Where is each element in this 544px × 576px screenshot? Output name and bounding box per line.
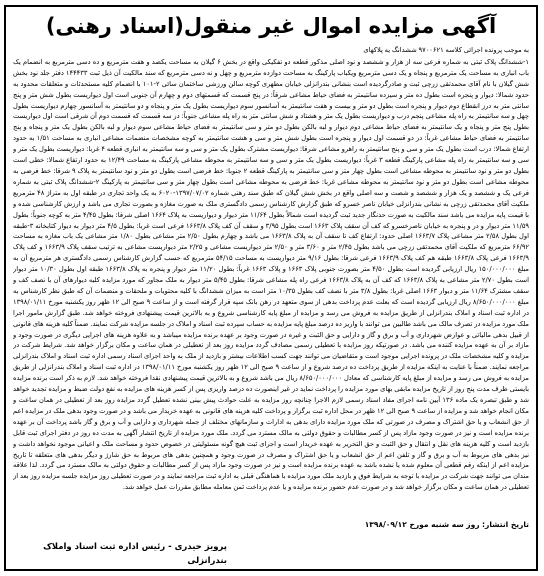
notice-title: آگهی مزایده اموال غیر منقول(اسناد رهنی) [45,14,497,38]
signature-line: پرویز حیدری - رئیس اداره ثبت اسناد واملاک بندرانزلی [43,542,227,566]
notice-body-text: ۱-ششدانگ پلاک ثبتی به شماره فرعی سه از هزار و ششصد و نود اصلی مذکور قطعه دو تفکیکی واقع در بخش ۶ گیلان به مساحت یکصد و هفت مترمربع و ده دسی مترمربع به انضمام یک باب انباری به مساحت یک مترمربع و پنجاه و یک دسی مترمربع ویکباب پارکینگ به مساحت دوازده مترمربع و چهل و نه دسی مترمربع که سند مالکیت آن ذیل ثبت ۱۴۴۴۳۳ دفتر جلد نود بخش شش گیلان با نام آقای محمدتقی زرچی ثبت و صادرگردیده است بنشانی بندرانزلی خیابان مطهری کوچه سالن ورزشی ساختمان سائی ۲-۱۰۱ با انضمام کلیه مستحدثات و متعلقات محدود به حدود شمالا: دیوار و پنجره است بطول ده متر و سیزده سانتیمتر به فضای حیاط مشاعی شرقاً: در پنج قسمت که قسمتهای دوم و چهارم آن جنوبی است اول دیواریست بطول شش متر و پنج سانتی متر به درز انقطاع دوم دیوار و پنجره است بطول دو متر و بیست و هفت سانتیمتر به آسانسور سوم دیواریست بطول یک متر و پنجاه و دو سانتیمتر به آسانسور چهارم دیواریست بطول چهل و سه سانتیمتر به راه پله مشاعی پنجم درب و دیواریست بطول یک متر و هشتاد و شش سانتی متر به راه پله مشاعی جنوباً: در سه قسمت که قسمت دوم آن شرقی است اول دیواریست بطول پنج متر و پنجاه و یک سانتیمتر به فضای حیاط مشاعی دوم دیوار و لبه بالکن بطول دو متر و سی سانتیمتر به فضای حیاط مشاعی سوم دیوار و لبه بالکن بطول یک متر و پنجاه و پنج سانتیمتر به فضای حیاط مشاعی غرباً: در دو قسمت اول دیوار و پنجره است بطول شش متر و سی و هشت سانتیمتر به کوچه مشخصات منضمات مشاعی انباری به مساحت ۱/۵۱ به حدود ارتفاع شمالا: درب است بطول یک متر و سی و پنج سانتیمتر به راهرو مشاعی شرقا: دیواریست مشترک بطول یک متر و سی و سه سانتیمتر به انباری قطعه ۴ غربا: دیواریست بطول یک متر و سی و سه سانتیمتر به راه پله مشاعی پارکینگ قطعه ۳ غرباً: دیواریست بطول یک متر و سی و سه سانتیمتر به محوطه مشاعی پارکینگ به مساحت ۱۲/۴۹ به حدود ارتفاع شمالا: خطی است بطول دو متر و نود سانتیمتر به محوطه مشاعی است بطول چهار متر و سی سانتیمتر به پارکینگ قطعه ۲ جنوبا: خط فرضی است بطول دو متر و نود سانتیمتر به پلاک ۹ شرقا: خط فرضی به محوطه مشاعی است بطول دو متر و نود سانتیمتر به محوطه مشاعی غربا: خط فرضی به محوطه مشاعی است بطول چهار متر و سی سانتیمتر به پارکینگ ۲-ششدانگ پلاک ثبتی به شماره فرعی یک و ششصد و یک هزار و ششصد و شصت و سه اصلی واقع در بخش شش گیلان که طبق سند رهنی شماره ۱۳۹۷/۰۷/۰۲-۶۰۲۰ به یک واحد تجاری در طبقه اول به متراژ ۴۸ مترمربع ملکیت آقای محمدتقی زرچی به نشانی بندرانزلی خیابان ناصر خسرو که طبق گزارش کارشناس رسمی دادگستری ملک به صورت مغازه و بصورت تجاری می باشد و ارزش کارشناسی شده و با قیمت پایه مزایده می باشد سند مالکیت به صورت حدنگار جدید ثبت گردیده است شمالاً بطول ۱۱/۶۴ متر دیوار و دیواریست به پلاک ۱۶۶۴ اصلی شرقا: بطول ۴/۴۵ متر به کوچه جنوباً: بطول ۱۱/۵۹ متر دیوار و در و پنجره به خیابان ناصرخسرو که کف آن سقف پلاک ۱۶۶۳ است بطول ۳/۹۵ و سقف آن کف پلاک ۱۶۶۳/۸ فرعی است غربا: بطول ۴/۵ متر دیوار به دیوار کتابخانه ۳-طبقه اول بطول ۲/۵۸ متر مشاعی پلاک ۱۶۶۳/۷ اصلی حدود: ارتفاع کف تا سقف آن به پلاک ۱۶۶۳/۸ می باشد و چهارم بطول ۲/۵۰ متر مشاعی بطول ۱/۸۰ متر مشاعی یک باب مغازه به مساحت ۶۶/۹۲ مترمربع که ملکیت آقای محمدتقی زرچی می باشد بطول ۲/۴۵ متر و ۳/۶۰ متر و ۲/۵۰ متر دیواریست مشاعی و ۲/۲۵ متر دیواریست مشاعی به ترتیب سقف پلاک ۱۶۶۳/۹ و کف پلاک ۱۶۶۳/۹ فرعی پلاک ۱۶۶۳/۸ طبقه هم کف پلاک ۱۶۶۳/۹ فرعی شرقا: بطول ۹/۱۶ متر دیواریست به مساحت ۵۴/۱۵ مترمربع که حسب گزارش کارشناس رسمی دادگستری هر مترمربع آن به مبلغ ۱۵۰/۰۰۰/۰۰۰ ریال ارزیابی گردیده است بطول ۴/۵۰ متر بصورت جنوبی پلاک ۱۶۶۳ و پلاک ۱۶۶۳ غرباً: بطول ۱۱/۲۰ متر دیوار و پنجره به پلاک ۱۶۶۳/۸ طبقه اول بطول ۱۰/۳۰ متر دیوار است بطول ۲/۷۰ متر مشاعی به پلاک ۱۶۶۳/۸ که کف آن به پلاک ۱۶۶۳/۸ فرعی راه پله مشاعی شرقا: بطول ۵/۴۵ متر دیوار به ملک مجاور که مورد مزایده کلیه دیوارهای آن با نصف کف و سقف مشترک ۱۱/۶۴ متر و دیوار ۱۶۶۳ اصلی غربا: بطول ۳/۸ متر با نصف کف بطول ۱۰/۳۵ متر است به میزان ششدانگ با کلیه محتویات و ملحقات و منضمات آن که طبق نظر کارشناس به مبلغ ۸/۶۵۰/۰۰۰/۰۰۰ ریال ارزیابی گردیده است که بعلت عدم پرداخت بدهی از سوی متعهد در رهن بانک سپه قرار گرفته است و از ساعت ۹ صبح الی ۱۲ ظهر روز یکشنبه مورخ ۱۳۹۸/۰۱/۱۱ در اداره ثبت اسناد و املاک بندرانزلی از طریق مزایده به فروش می رسد و مزایده از مبلغ پایه کارشناسی شروع و به بالاترین قیمت پیشنهادی فروخته خواهد شد. طبق گزارش مامور اجرا ملک مورد مزایده در تصرف مالک می باشد طالبین می توانند با واریز ده درصد مبلغ پایه مزایده به حساب سپرده ثبت اسناد و املاک در جلسه مزایده شرکت نمایند. ضمناً کلیه هزینه های قانونی از قبیل بدهی مالیاتی و عوارض شهرداری و آب و برق و گاز و دارایی و حق الثبت و غیره در صورت وجود بر عهده برنده مزایده میباشد و به علاوه هزینه های اجرایی دیگری در صورت وجود و مازاد بر آن به عهده مزایده کننده می باشد. در صورتیکه روز مزایده با تعطیلی رسمی مصادف گردد مزایده روز بعد از تعطیلی در همان ساعت و مکان برگزار خواهد شد. شرایط شرکت در مزایده و کلیه مشخصات ملک در پرونده اجرایی موجود است و متقاضیان می توانند جهت کسب اطلاعات بیشتر و بازدید از ملک به واحد اجرای اسناد رسمی اداره ثبت اسناد و املاک بندرانزلی مراجعه نمایند. ضمناً با عنایت به اینکه مزایده از طریق پرداخت ده درصد شروع و از ساعت ۹ صبح الی ۱۲ ظهر روز یکشنبه مورخ ۱۳۹۸/۰۱/۱۱ در اداره ثبت اسناد و املاک بندرانزلی از طریق مزایده به فروش می رسد و مزایده از مبلغ پایه کارشناسی که معادل ۸/۶۵۰/۰۰۰/۰۰۰ ریال می باشد شروع و به بالاترین قیمت پیشنهادی نقدا فروخته خواهد شد. لازم به ذکر است برنده مزایده بایستی ظرف مدت پنج روز از تاریخ مزایده مابقی بهای مورد مزایده را پرداخت نماید در غیر اینصورت ده درصد واریزی پس از کسر هزینه های مزایده به نفع دولت ضبط و مزایده تجدید خواهد شد و طبق تبصره یک ماده ۱۳۶ آیین نامه اجرای مفاد اسناد رسمی لازم الاجرا چنانچه روز مزایده به علت حوادث پیش بینی نشده تعطیل گردد مزایده روز بعد از تعطیلی در همان ساعت و مکان انجام خواهد شد و مزایده از ساعت ۹ صبح الی ۱۲ ظهر در محل اداره ثبت برگزار و پرداخت کلیه هزینه های قانونی به عهده خریدار می باشد و در صورت وجود بدهی ملک در مزایده اعم از حق انشعاب و یا حق اشتراک و مصرف در صورتی که ملک مورد مزایده دارای بدهی به ادارات و سازمانهای مختلف از جمله شهرداری و دارایی و آب و برق و گاز باشد پرداخت آن بر عهده برنده مزایده است و نیز در صورت وجود مازاد پس از کسر مطالبات و حقوق دولتی به مالک مسترد می گردد. ملک مورد مزایده از تاریخ انتشار آگهی به مدت ده روز در دفتر اجرای ثبت قابل بازدید است و کلیه هزینه های نقل و انتقال و حق الثبت و حق التحریر به عهده خریدار است و اجرای ثبت هیچ گونه مسئولیتی در خصوص حدود و مساحت ملک و اعیانی موجود نخواهد داشت و نیز بدهی های مربوط به آب و برق و گاز و تلفن اعم از حق انشعاب و یا حق اشتراک و مصرف در صورت وجود و همچنین بدهی های مربوط به حق شارژ و دیگر بدهی های متعلقه تا تاریخ مزایده اعم از اینکه رقم قطعی آن معلوم شده یا نشده باشد به عهده برنده مزایده است و نیز در صورت وجود مازاد پس از کسر مطالبات و حقوق دولتی به مالک مسترد می گردد. لذا علاقه مندان می توانند جهت شرکت در مزایده با توجه به شرایط فوق و بازدید ملک مورد مزایده با هماهنگی قبلی به اداره ثبت مراجعه نمایند و در صورت تعطیلی روز مزایده جلسه مزایده روز بعد از تعطیلی در همان ساعت و مکان برگزار خواهد شد و در صورت عدم حضور برنده مزایده و یا عدم پرداخت ثمن معامله مطابق مقررات عمل خواهد شد. [13,57,529,492]
notice-intro: به موجب پرونده اجرائی کلاسه ۹۷۰۰۶۲۱ ششدانگ یه پلاکهای [363,46,529,54]
title-bar [6,13,536,39]
publication-date: روز سه شنبه مورخ ۱۳۹۸/۰۹/۱۲ [364,520,480,529]
publication-date-line [13,519,529,531]
publication-label: تاریخ انتشار: [482,520,529,529]
auction-notice-box [4,5,538,571]
notice-body [13,45,529,517]
